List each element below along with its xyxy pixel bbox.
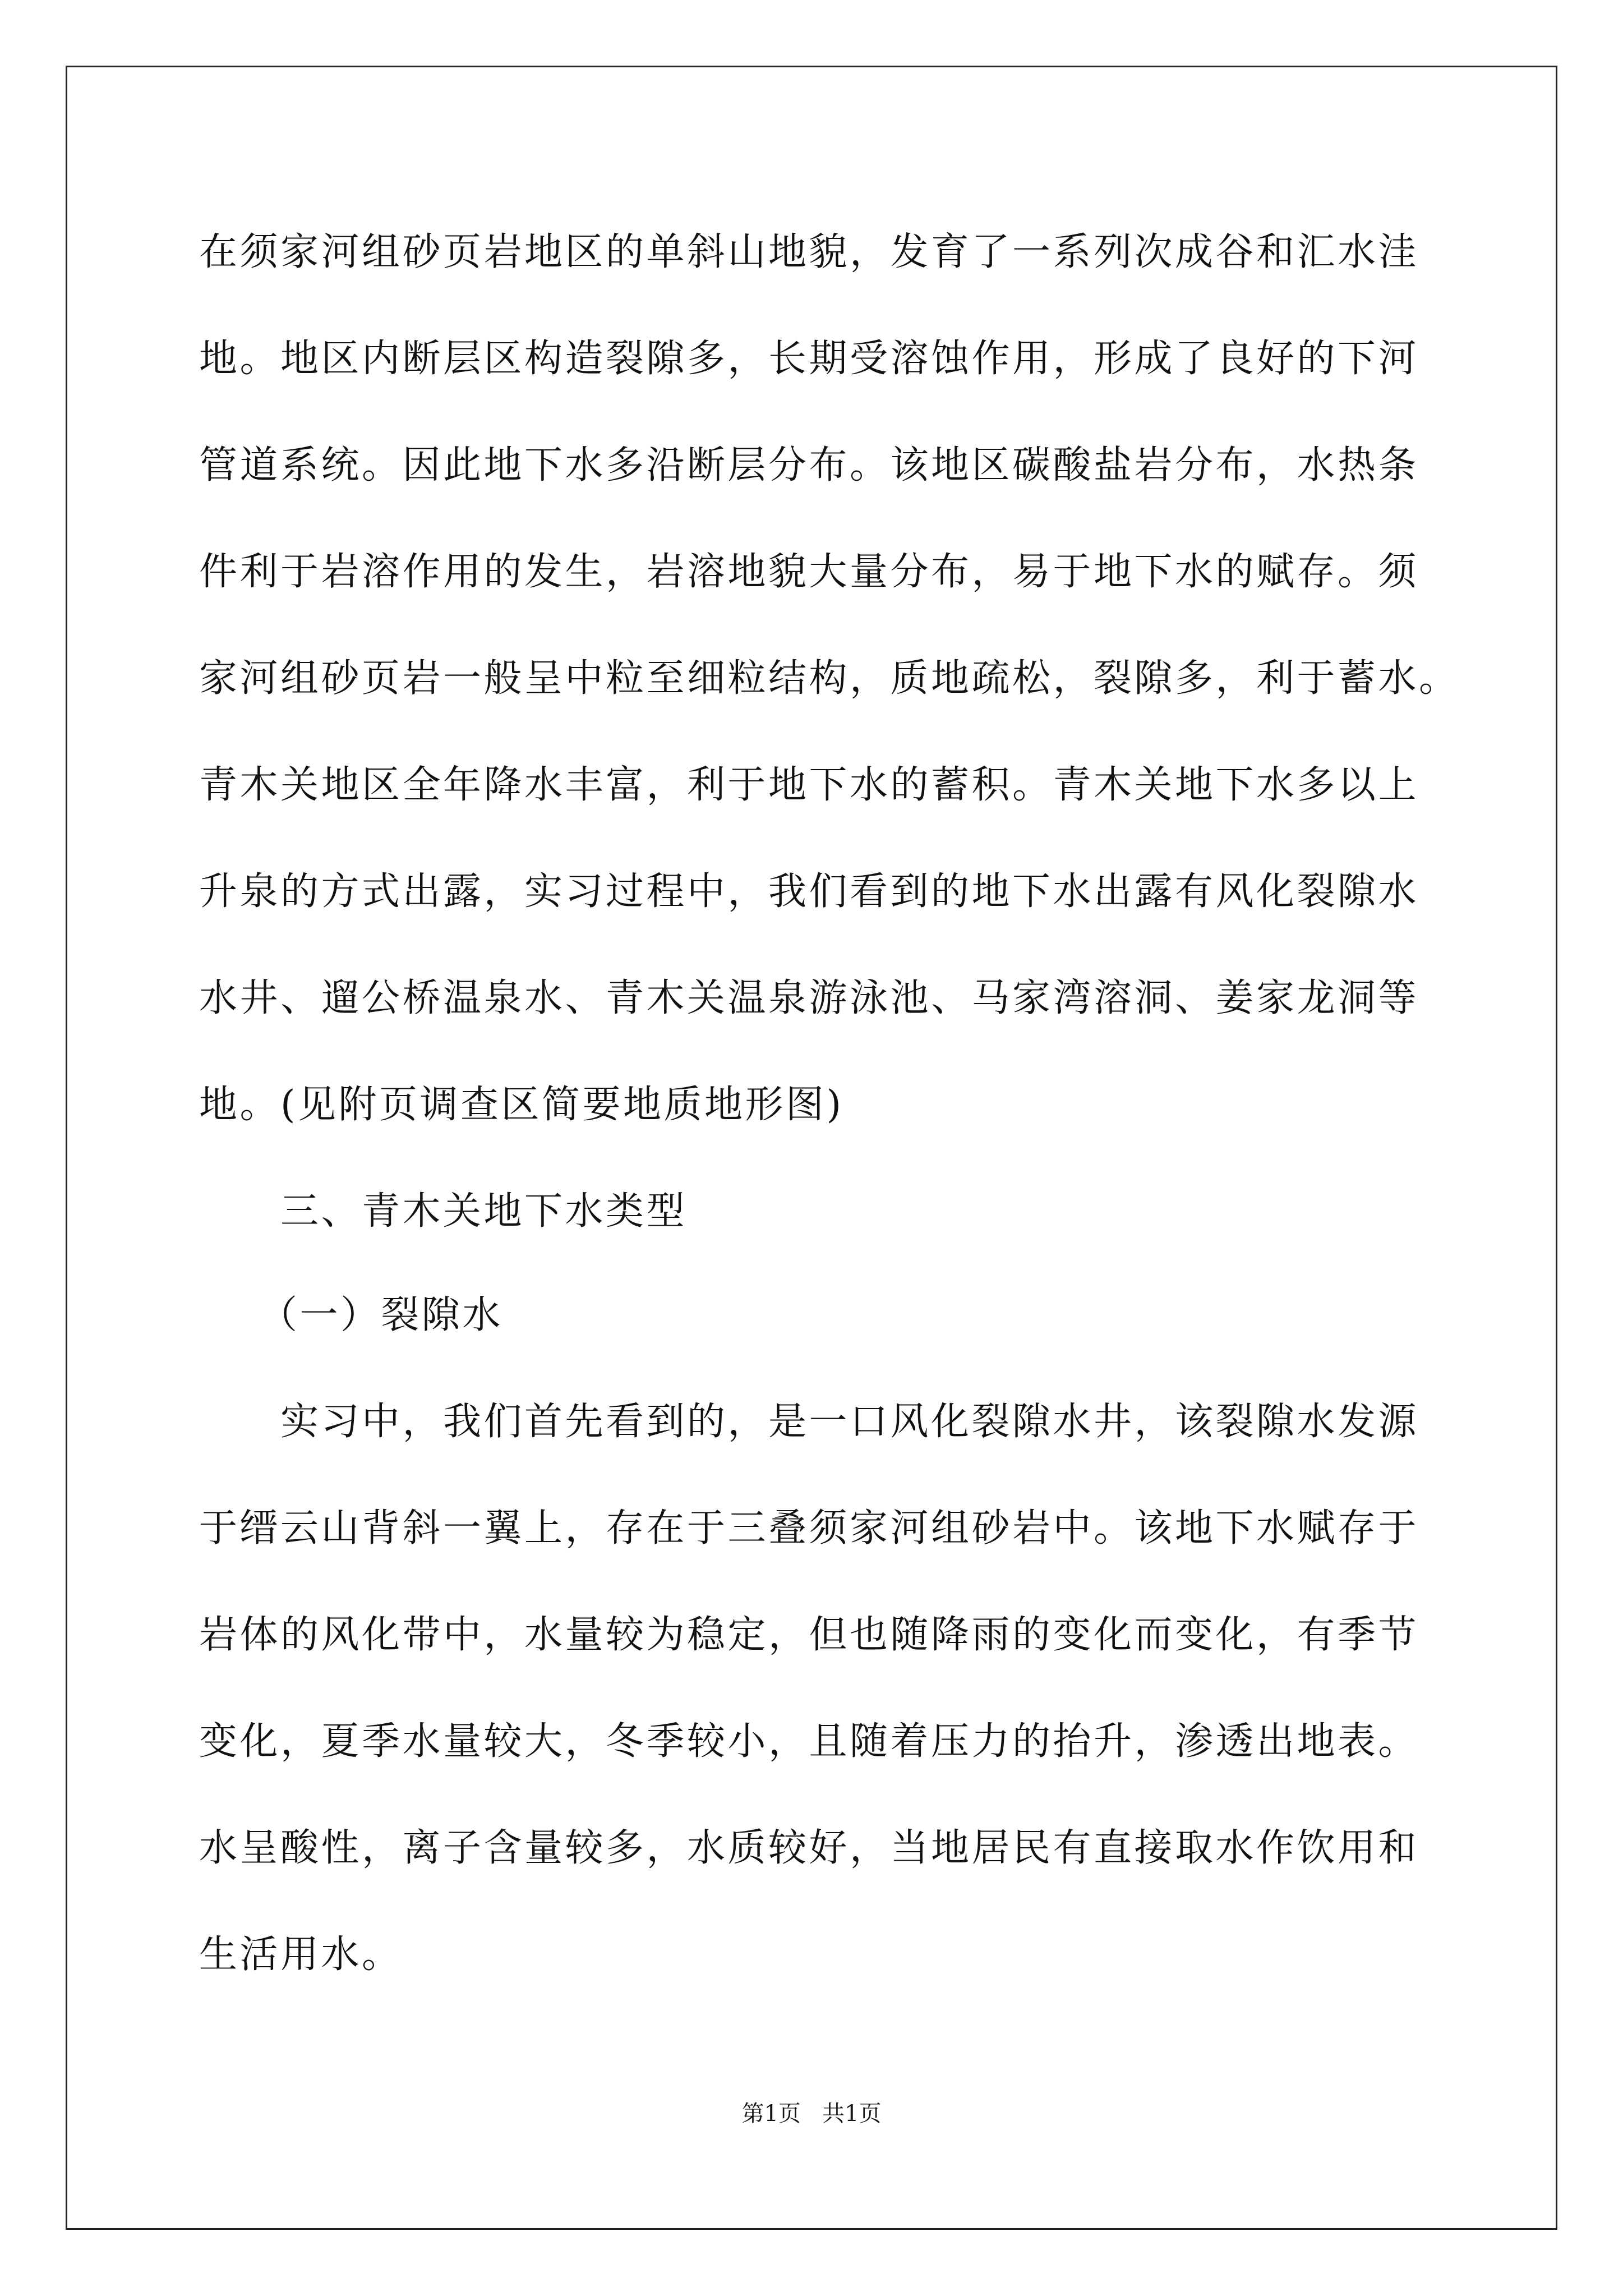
- body-line: 实习中，我们首先看到的，是一口风化裂隙水井，该裂隙水发源: [280, 1400, 1419, 1444]
- body-line: 岩体的风化带中，水量较为稳定，但也随降雨的变化而变化，有季节: [199, 1613, 1419, 1657]
- subsection-heading: （一）裂隙水: [259, 1293, 504, 1337]
- body-line: 地。(见附页调查区简要地质地形图): [199, 1083, 844, 1127]
- body-line: 于缙云山背斜一翼上，存在于三叠须家河组砂岩中。该地下水赋存于: [199, 1506, 1419, 1550]
- body-line: 青木关地区全年降水丰富，利于地下水的蓄积。青木关地下水多以上: [199, 763, 1419, 807]
- body-line: 在须家河组砂页岩地区的单斜山地貌，发育了一系列次成谷和汇水洼: [199, 230, 1419, 274]
- page-border: [66, 66, 1557, 2230]
- body-line: 件利于岩溶作用的发生，岩溶地貌大量分布，易于地下水的赋存。须: [199, 550, 1419, 594]
- body-line: 变化，夏季水量较大，冬季较小，且随着压力的抬升，渗透出地表。: [199, 1719, 1419, 1764]
- body-line: 升泉的方式出露，实习过程中，我们看到的地下水出露有风化裂隙水: [199, 869, 1419, 914]
- body-line: 水井、遛公桥温泉水、青木关温泉游泳池、马家湾溶洞、姜家龙洞等: [199, 976, 1419, 1020]
- body-line: 地。地区内断层区构造裂隙多，长期受溶蚀作用，形成了良好的下河: [199, 337, 1419, 381]
- page-footer: 第1页 共1页: [741, 2101, 882, 2127]
- section-heading: 三、青木关地下水类型: [280, 1189, 688, 1234]
- body-line: 管道系统。因此地下水多沿断层分布。该地区碳酸盐岩分布，水热条: [199, 443, 1419, 487]
- body-line: 生活用水。: [199, 1932, 403, 1977]
- body-line: 家河组砂页岩一般呈中粒至细粒结构，质地疏松，裂隙多，利于蓄水。: [199, 656, 1460, 701]
- body-line: 水呈酸性，离子含量较多，水质较好，当地居民有直接取水作饮用和: [199, 1826, 1419, 1870]
